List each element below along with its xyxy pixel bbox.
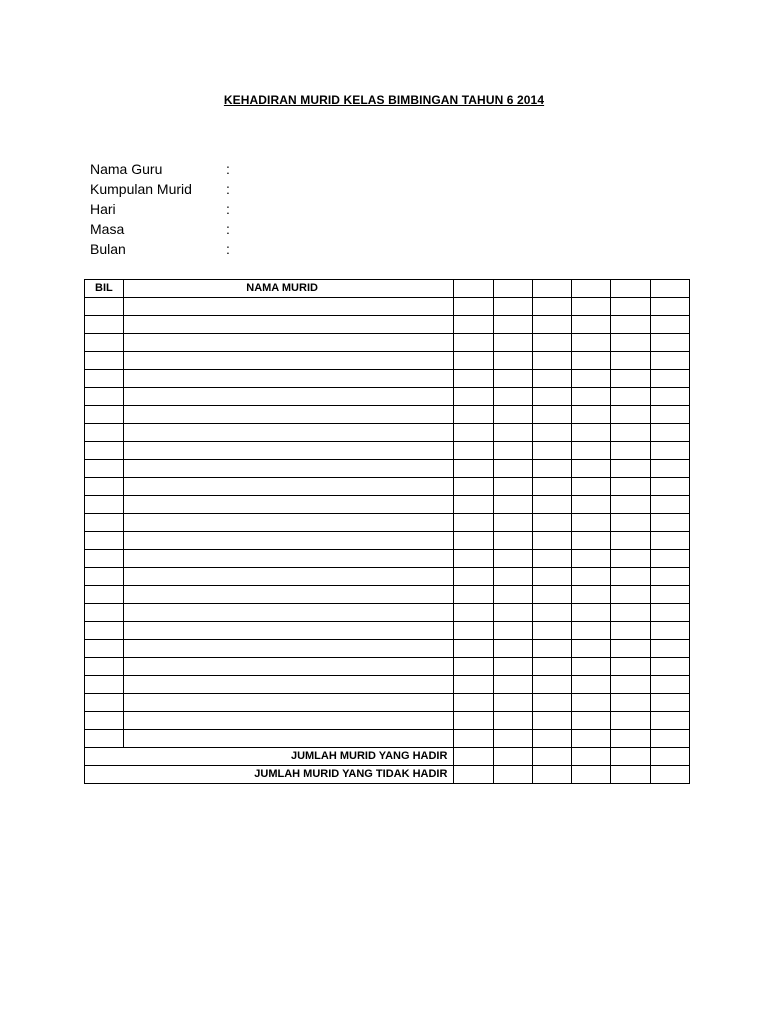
attendance-cell[interactable] <box>454 550 493 568</box>
attendance-cell[interactable] <box>572 424 611 442</box>
attendance-cell[interactable] <box>650 676 689 694</box>
attendance-cell[interactable] <box>532 586 571 604</box>
table-row <box>85 298 690 316</box>
student-name-cell[interactable] <box>124 442 454 460</box>
info-colon: : <box>226 241 230 257</box>
attendance-cell[interactable] <box>454 406 493 424</box>
student-name-cell[interactable] <box>124 388 454 406</box>
student-name-cell[interactable] <box>124 496 454 514</box>
attendance-cell[interactable] <box>572 514 611 532</box>
bil-cell[interactable] <box>85 496 124 514</box>
attendance-cell[interactable] <box>611 406 650 424</box>
attendance-cell[interactable] <box>454 604 493 622</box>
table-row <box>85 640 690 658</box>
attendance-cell[interactable] <box>650 712 689 730</box>
attendance-cell[interactable] <box>650 370 689 388</box>
bil-cell[interactable] <box>85 352 124 370</box>
attendance-cell[interactable] <box>572 370 611 388</box>
table-row <box>85 712 690 730</box>
attendance-cell[interactable] <box>454 730 493 748</box>
info-label: Kumpulan Murid <box>90 181 192 197</box>
info-label: Bulan <box>90 241 126 257</box>
attendance-cell[interactable] <box>572 298 611 316</box>
attendance-cell[interactable] <box>572 406 611 424</box>
attendance-cell[interactable] <box>572 586 611 604</box>
info-row-kumpulan-murid <box>90 179 390 199</box>
student-name-cell[interactable] <box>124 730 454 748</box>
attendance-cell[interactable] <box>532 424 571 442</box>
table-body <box>85 298 690 748</box>
bil-cell[interactable] <box>85 730 124 748</box>
attendance-cell[interactable] <box>532 478 571 496</box>
info-row-bulan <box>90 239 390 259</box>
info-row-masa <box>90 219 390 239</box>
attendance-cell[interactable] <box>611 334 650 352</box>
attendance-cell[interactable] <box>532 496 571 514</box>
attendance-cell[interactable] <box>493 514 532 532</box>
attendance-cell[interactable] <box>454 478 493 496</box>
attendance-cell[interactable] <box>532 442 571 460</box>
attendance-cell[interactable] <box>650 406 689 424</box>
attendance-cell[interactable] <box>454 568 493 586</box>
attendance-cell[interactable] <box>493 442 532 460</box>
table-row <box>85 406 690 424</box>
attendance-cell[interactable] <box>611 622 650 640</box>
attendance-cell[interactable] <box>454 640 493 658</box>
attendance-cell[interactable] <box>493 676 532 694</box>
attendance-header-cell[interactable] <box>611 280 650 298</box>
present-total-cell[interactable] <box>532 748 571 766</box>
attendance-cell[interactable] <box>493 334 532 352</box>
bil-cell[interactable] <box>85 370 124 388</box>
attendance-cell[interactable] <box>572 532 611 550</box>
table-row <box>85 442 690 460</box>
student-name-cell[interactable] <box>124 334 454 352</box>
attendance-cell[interactable] <box>532 550 571 568</box>
attendance-cell[interactable] <box>611 370 650 388</box>
attendance-cell[interactable] <box>532 694 571 712</box>
attendance-cell[interactable] <box>572 388 611 406</box>
attendance-cell[interactable] <box>611 550 650 568</box>
attendance-cell[interactable] <box>454 352 493 370</box>
bil-cell[interactable] <box>85 694 124 712</box>
attendance-cell[interactable] <box>572 334 611 352</box>
bil-cell[interactable] <box>85 478 124 496</box>
attendance-cell[interactable] <box>650 460 689 478</box>
attendance-cell[interactable] <box>572 730 611 748</box>
attendance-cell[interactable] <box>611 694 650 712</box>
info-colon: : <box>226 161 230 177</box>
attendance-cell[interactable] <box>650 442 689 460</box>
table-row <box>85 622 690 640</box>
table-row <box>85 316 690 334</box>
bil-cell[interactable] <box>85 550 124 568</box>
attendance-cell[interactable] <box>650 514 689 532</box>
attendance-cell[interactable] <box>532 712 571 730</box>
attendance-cell[interactable] <box>532 604 571 622</box>
attendance-cell[interactable] <box>611 676 650 694</box>
table-row <box>85 586 690 604</box>
attendance-cell[interactable] <box>454 316 493 334</box>
bil-cell[interactable] <box>85 604 124 622</box>
bil-cell[interactable] <box>85 442 124 460</box>
student-name-cell[interactable] <box>124 352 454 370</box>
attendance-cell[interactable] <box>611 424 650 442</box>
attendance-cell[interactable] <box>493 640 532 658</box>
attendance-cell[interactable] <box>611 640 650 658</box>
attendance-cell[interactable] <box>611 388 650 406</box>
absent-total-label: JUMLAH MURID YANG TIDAK HADIR <box>85 766 454 784</box>
attendance-cell[interactable] <box>493 568 532 586</box>
absent-total-cell[interactable] <box>572 766 611 784</box>
table-row <box>85 532 690 550</box>
bil-header: BIL <box>85 280 124 298</box>
student-name-cell[interactable] <box>124 298 454 316</box>
attendance-cell[interactable] <box>454 370 493 388</box>
attendance-cell[interactable] <box>611 532 650 550</box>
attendance-cell[interactable] <box>650 658 689 676</box>
attendance-cell[interactable] <box>532 676 571 694</box>
table-row <box>85 334 690 352</box>
attendance-cell[interactable] <box>493 496 532 514</box>
attendance-cell[interactable] <box>572 694 611 712</box>
page-title: KEHADIRAN MURID KELAS BIMBINGAN TAHUN 6 2014 <box>223 93 545 107</box>
attendance-cell[interactable] <box>611 712 650 730</box>
attendance-cell[interactable] <box>532 334 571 352</box>
attendance-cell[interactable] <box>532 370 571 388</box>
attendance-cell[interactable] <box>493 730 532 748</box>
attendance-cell[interactable] <box>454 676 493 694</box>
info-label: Masa <box>90 221 125 237</box>
attendance-cell[interactable] <box>572 478 611 496</box>
attendance-cell[interactable] <box>493 370 532 388</box>
absent-total-cell[interactable] <box>611 766 650 784</box>
attendance-cell[interactable] <box>493 712 532 730</box>
attendance-cell[interactable] <box>650 568 689 586</box>
table-row <box>85 352 690 370</box>
attendance-cell[interactable] <box>454 658 493 676</box>
student-name-cell[interactable] <box>124 532 454 550</box>
attendance-cell[interactable] <box>532 316 571 334</box>
attendance-cell[interactable] <box>572 496 611 514</box>
attendance-cell[interactable] <box>493 460 532 478</box>
attendance-cell[interactable] <box>650 478 689 496</box>
attendance-cell[interactable] <box>454 424 493 442</box>
attendance-cell[interactable] <box>611 730 650 748</box>
attendance-cell[interactable] <box>611 352 650 370</box>
attendance-cell[interactable] <box>650 586 689 604</box>
attendance-cell[interactable] <box>493 694 532 712</box>
bil-cell[interactable] <box>85 388 124 406</box>
table-row <box>85 370 690 388</box>
attendance-cell[interactable] <box>493 298 532 316</box>
info-label: Hari <box>90 201 116 217</box>
attendance-cell[interactable] <box>572 658 611 676</box>
attendance-cell[interactable] <box>532 298 571 316</box>
bil-cell[interactable] <box>85 676 124 694</box>
table-row <box>85 424 690 442</box>
bil-cell[interactable] <box>85 712 124 730</box>
attendance-cell[interactable] <box>572 604 611 622</box>
table-row <box>85 514 690 532</box>
attendance-cell[interactable] <box>650 496 689 514</box>
attendance-cell[interactable] <box>454 460 493 478</box>
attendance-cell[interactable] <box>611 568 650 586</box>
attendance-cell[interactable] <box>650 352 689 370</box>
attendance-cell[interactable] <box>572 442 611 460</box>
attendance-cell[interactable] <box>493 604 532 622</box>
attendance-cell[interactable] <box>532 514 571 532</box>
bil-cell[interactable] <box>85 406 124 424</box>
present-total-cell[interactable] <box>493 748 532 766</box>
attendance-cell[interactable] <box>532 352 571 370</box>
student-name-cell[interactable] <box>124 370 454 388</box>
attendance-cell[interactable] <box>454 712 493 730</box>
table-row <box>85 478 690 496</box>
student-name-cell[interactable] <box>124 622 454 640</box>
attendance-cell[interactable] <box>454 442 493 460</box>
attendance-cell[interactable] <box>650 388 689 406</box>
student-name-cell[interactable] <box>124 460 454 478</box>
bil-cell[interactable] <box>85 622 124 640</box>
footer-row-absent <box>85 766 690 784</box>
table-row <box>85 604 690 622</box>
info-row-hari <box>90 199 390 219</box>
table-row <box>85 694 690 712</box>
attendance-header-cell[interactable] <box>454 280 493 298</box>
attendance-cell[interactable] <box>611 442 650 460</box>
student-name-cell[interactable] <box>124 604 454 622</box>
attendance-cell[interactable] <box>611 460 650 478</box>
attendance-cell[interactable] <box>454 586 493 604</box>
present-total-cell[interactable] <box>611 748 650 766</box>
attendance-cell[interactable] <box>611 298 650 316</box>
attendance-cell[interactable] <box>572 352 611 370</box>
attendance-cell[interactable] <box>650 316 689 334</box>
attendance-cell[interactable] <box>532 388 571 406</box>
attendance-header-cell[interactable] <box>493 280 532 298</box>
attendance-cell[interactable] <box>650 424 689 442</box>
student-name-cell[interactable] <box>124 550 454 568</box>
attendance-cell[interactable] <box>650 604 689 622</box>
attendance-cell[interactable] <box>611 316 650 334</box>
bil-cell[interactable] <box>85 586 124 604</box>
attendance-cell[interactable] <box>650 640 689 658</box>
present-total-cell[interactable] <box>650 748 689 766</box>
attendance-cell[interactable] <box>454 622 493 640</box>
attendance-cell[interactable] <box>493 424 532 442</box>
attendance-cell[interactable] <box>611 604 650 622</box>
bil-cell[interactable] <box>85 460 124 478</box>
student-name-cell[interactable] <box>124 406 454 424</box>
table-row <box>85 730 690 748</box>
attendance-header-cell[interactable] <box>650 280 689 298</box>
info-colon: : <box>226 221 230 237</box>
student-name-cell[interactable] <box>124 640 454 658</box>
attendance-cell[interactable] <box>532 532 571 550</box>
student-name-cell[interactable] <box>124 658 454 676</box>
absent-total-cell[interactable] <box>493 766 532 784</box>
attendance-cell[interactable] <box>493 352 532 370</box>
bil-cell[interactable] <box>85 640 124 658</box>
attendance-cell[interactable] <box>532 658 571 676</box>
attendance-cell[interactable] <box>493 406 532 424</box>
attendance-cell[interactable] <box>572 550 611 568</box>
table-row <box>85 388 690 406</box>
attendance-cell[interactable] <box>532 730 571 748</box>
info-fields <box>90 159 390 259</box>
attendance-cell[interactable] <box>454 496 493 514</box>
attendance-cell[interactable] <box>454 334 493 352</box>
student-name-cell[interactable] <box>124 712 454 730</box>
info-row-nama-guru <box>90 159 390 179</box>
bil-cell[interactable] <box>85 316 124 334</box>
bil-cell[interactable] <box>85 424 124 442</box>
absent-total-cell[interactable] <box>454 766 493 784</box>
table-row <box>85 496 690 514</box>
attendance-cell[interactable] <box>572 622 611 640</box>
info-label: Nama Guru <box>90 161 163 177</box>
attendance-cell[interactable] <box>650 730 689 748</box>
attendance-cell[interactable] <box>650 622 689 640</box>
bil-cell[interactable] <box>85 568 124 586</box>
attendance-cell[interactable] <box>532 568 571 586</box>
table-row <box>85 568 690 586</box>
footer-row-present <box>85 748 690 766</box>
attendance-cell[interactable] <box>493 388 532 406</box>
attendance-table <box>84 279 690 784</box>
attendance-cell[interactable] <box>532 406 571 424</box>
info-colon: : <box>226 181 230 197</box>
student-name-cell[interactable] <box>124 316 454 334</box>
attendance-cell[interactable] <box>454 532 493 550</box>
attendance-cell[interactable] <box>454 694 493 712</box>
attendance-cell[interactable] <box>493 532 532 550</box>
table-row <box>85 676 690 694</box>
attendance-cell[interactable] <box>611 658 650 676</box>
table-row <box>85 658 690 676</box>
attendance-cell[interactable] <box>532 640 571 658</box>
bil-cell[interactable] <box>85 298 124 316</box>
attendance-cell[interactable] <box>493 622 532 640</box>
student-name-cell[interactable] <box>124 586 454 604</box>
student-name-cell[interactable] <box>124 568 454 586</box>
info-colon: : <box>226 201 230 217</box>
attendance-header-cell[interactable] <box>532 280 571 298</box>
student-name-cell[interactable] <box>124 694 454 712</box>
attendance-header-cell[interactable] <box>572 280 611 298</box>
attendance-cell[interactable] <box>493 658 532 676</box>
attendance-cell[interactable] <box>454 388 493 406</box>
attendance-cell[interactable] <box>611 496 650 514</box>
present-total-label: JUMLAH MURID YANG HADIR <box>85 748 454 766</box>
attendance-cell[interactable] <box>572 712 611 730</box>
table-row <box>85 460 690 478</box>
attendance-cell[interactable] <box>572 568 611 586</box>
attendance-cell[interactable] <box>611 478 650 496</box>
present-total-cell[interactable] <box>454 748 493 766</box>
bil-cell[interactable] <box>85 532 124 550</box>
attendance-cell[interactable] <box>572 676 611 694</box>
attendance-cell[interactable] <box>454 514 493 532</box>
attendance-cell[interactable] <box>493 316 532 334</box>
attendance-cell[interactable] <box>611 586 650 604</box>
attendance-cell[interactable] <box>532 622 571 640</box>
table-row <box>85 550 690 568</box>
attendance-cell[interactable] <box>454 298 493 316</box>
attendance-cell[interactable] <box>572 316 611 334</box>
bil-cell[interactable] <box>85 514 124 532</box>
attendance-cell[interactable] <box>572 460 611 478</box>
student-name-cell[interactable] <box>124 424 454 442</box>
student-name-cell[interactable] <box>124 514 454 532</box>
student-name-cell[interactable] <box>124 676 454 694</box>
attendance-cell[interactable] <box>493 586 532 604</box>
attendance-cell[interactable] <box>650 694 689 712</box>
present-total-cell[interactable] <box>572 748 611 766</box>
attendance-cell[interactable] <box>493 478 532 496</box>
bil-cell[interactable] <box>85 658 124 676</box>
bil-cell[interactable] <box>85 334 124 352</box>
attendance-cell[interactable] <box>650 532 689 550</box>
attendance-cell[interactable] <box>650 298 689 316</box>
attendance-cell[interactable] <box>572 640 611 658</box>
table-header-row <box>85 280 690 298</box>
nama-murid-header: NAMA MURID <box>124 280 454 298</box>
attendance-cell[interactable] <box>650 334 689 352</box>
absent-total-cell[interactable] <box>532 766 571 784</box>
attendance-cell[interactable] <box>611 514 650 532</box>
attendance-cell[interactable] <box>650 550 689 568</box>
attendance-cell[interactable] <box>493 550 532 568</box>
attendance-cell[interactable] <box>532 460 571 478</box>
student-name-cell[interactable] <box>124 478 454 496</box>
absent-total-cell[interactable] <box>650 766 689 784</box>
